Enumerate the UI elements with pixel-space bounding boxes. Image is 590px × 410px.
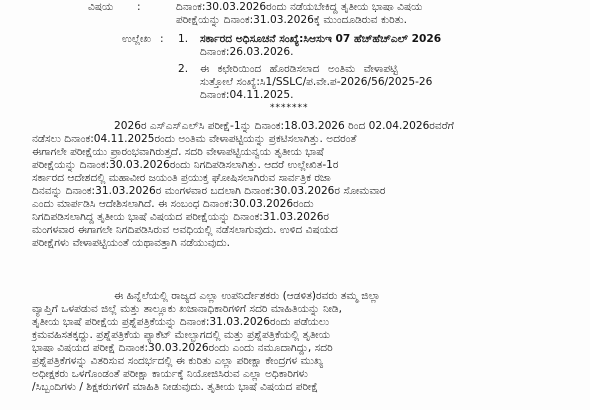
paragraph-1-line: 2026ರ ಎಸ್‌ಎಸ್‌ಎಲ್‌ಸಿ ಪರೀಕ್ಷೆ-1ನ್ನು ದಿನಾಂಕ:18.03.2026 ರಿಂದ 02.04.2026ರವರೆಗೆ xyxy=(114,120,454,132)
paragraph-2-line: ತೃತೀಯ ಭಾಷೆ ಪರೀಕ್ಷೆಯ ಪ್ರಶ್ನೆಪತ್ರಿಕೆಯನ್ನು ದಿನಾಂಕ:31.03.2026ರಂದು ಪಡೆಯಲು xyxy=(32,316,330,328)
subject-line-2: ಪರೀಕ್ಷೆಯನ್ನು ದಿನಾಂಕ:31.03.2026ಕ್ಕೆ ಮುಂದೂಡಿರುವ ಕುರಿತು. xyxy=(176,14,408,26)
paragraph-2-line: ಭಾಷಾ ವಿಷಯದ ಪರೀಕ್ಷೆ ದಿನಾಂಕ:30.03.2026ರಂದು ಎಂದು ನಮೂದಾಗಿದ್ದು, ಸದರಿ xyxy=(32,342,333,354)
paragraph-2-line: ಅಧೀಕ್ಷಕರು ಒಳಗೊಂಡಂತೆ ಪರೀಕ್ಷಾ ಕಾರ್ಯಕ್ಕೆ ನಿಯೋಜಿಸಿರುವ ಎಲ್ಲಾ ಅಧಿಕಾರಿಗಳು xyxy=(32,368,308,380)
paragraph-2-line: ಕ್ರಮವಹಿಸತಕ್ಕದ್ದು. ಪ್ರಶ್ನೆಪತ್ರಿಕೆಯ ಪ್ಯಾಕೆಟ್ ಮೇಲ್ಭಾಗದಲ್ಲಿ ಮತ್ತು ಪ್ರಶ್ನೆಪತ್ರಿಕೆಯಲ್ಲಿ ತೃತೀಯ xyxy=(32,329,331,341)
paragraph-2-line: ವ್ಯಾಪ್ತಿಗೆ ಒಳಪಡುವ ಜಿಲ್ಲೆ ಮತ್ತು ತಾಲ್ಲೂಕು ಖಜಾನಾಧಿಕಾರಿಗಳಿಗೆ ಸದರಿ ಮಾಹಿತಿಯನ್ನು ನೀಡಿ, xyxy=(32,303,342,315)
paragraph-1-line: ಎಂದು ಮಾರ್ಪಡಿಸಿ ಆದೇಶಿಸಲಾಗಿದೆ. ಈ ಸಂಬಂಧ ದಿನಾಂಕ:30.03.2026ರಂದು xyxy=(32,198,314,210)
paragraph-1-line: ಈಗಾಗಲೇ ಪರೀಕ್ಷೆಯು ಪ್ರಾರಂಭವಾಗಿರುತ್ತದೆ. ಸದರಿ ವೇಳಾಪಟ್ಟಿಯನ್ವಯ ತೃತೀಯ ಭಾಷೆ xyxy=(32,146,324,158)
paragraph-2-line: /ಸಿಬ್ಬಂದಿಗಳು / ಶಿಕ್ಷಕರುಗಳಿಗೆ ಮಾಹಿತಿ ನೀಡುವುದು. ತೃತೀಯ ಭಾಷೆ ವಿಷಯದ ಪರೀಕ್ಷೆ xyxy=(32,381,319,393)
reference-1-line-1: ಸರ್ಕಾರದ ಅಧಿಸೂಚನೆ ಸಂಖ್ಯೆ:ಸಿಆಸುಇ 07 ಹೆಚ್‌ಹೆಚ್‌ಎಲ್ 2026 xyxy=(200,33,442,45)
paragraph-1-line: ನಿಗದಿಪಡಿಸಲಾಗಿದ್ದ ತೃತೀಯ ಭಾಷೆ ವಿಷಯದ ಪರೀಕ್ಷೆಯನ್ನು ದಿನಾಂಕ:31.03.2026ರ xyxy=(32,211,330,223)
paragraph-2-line: ಈ ಹಿನ್ನೆಲೆಯಲ್ಲಿ ರಾಜ್ಯದ ಎಲ್ಲಾ ಉಪನಿರ್ದೇಶಕರು (ಆಡಳಿತ)ರವರು ತಮ್ಮ ಜಿಲ್ಲಾ xyxy=(114,290,381,302)
reference-2-line-1: ಈ ಕಛೇರಿಯಿಂದ ಹೊರಡಿಸಲಾದ ಅಂತಿಮ ವೇಳಾಪಟ್ಟಿ xyxy=(200,63,398,75)
separator-stars: ******* xyxy=(270,103,309,113)
paragraph-1-line: ನಡೆಸಲು ದಿನಾಂಕ:04.11.2025ರಂದು ಅಂತಿಮ ವೇಳಾಪಟ್ಟಿಯನ್ನು ಪ್ರಕಟಿಸಲಾಗಿತ್ತು. ಅದರಂತೆ xyxy=(32,133,357,145)
reference-2-number: 2. xyxy=(178,63,189,75)
subject-line-1: ದಿನಾಂಕ:30.03.2026ರಂದು ನಡೆಯಬೇಕಿದ್ದ ತೃತೀಯ ಭಾಷಾ ವಿಷಯ xyxy=(176,1,423,13)
subject-colon: : xyxy=(137,1,141,13)
paragraph-2-line: ಪ್ರಶ್ನೆಪತ್ರಿಕೆಗಳನ್ನು ವಿತರಿಸುವ ಸಂದರ್ಭದಲ್ಲಿ ಈ ಕುರಿತು ಎಲ್ಲಾ ಪರೀಕ್ಷಾ ಕೇಂದ್ರಗಳ ಮುಖ್ಯ xyxy=(32,355,324,367)
reference-label: ಉಲ್ಲೇಖ xyxy=(122,33,152,45)
paragraph-1-line: ಪರೀಕ್ಷೆಗಳು ವೇಳಾಪಟ್ಟಿಯಂತೆ ಯಥಾವತ್ತಾಗಿ ನಡೆಯುವುದು. xyxy=(32,237,230,249)
reference-1-number: 1. xyxy=(178,33,189,45)
paragraph-1-line: ಮಂಗಳವಾರ ಈಗಾಗಲೇ ನಿಗದಿಪಡಿಸಿರುವ ಅವಧಿಯಲ್ಲಿ ನಡೆಸಲಾಗುವುದು. ಉಳಿದ ವಿಷಯದ xyxy=(32,224,338,236)
reference-2-line-2: ಸುತ್ತೋಲೆ ಸಂಖ್ಯೆ:ಸಿ1/SSLC/ಪ.ವೇ.ಪ-2026/56/2025-26 xyxy=(200,76,433,88)
reference-1-line-2: ದಿನಾಂಕ:26.03.2026. xyxy=(200,46,294,58)
paragraph-1-line: ಪರೀಕ್ಷೆಯನ್ನು ದಿನಾಂಕ:30.03.2026ರಂದು ನಿಗದಿಪಡಿಸಲಾಗಿತ್ತು. ಆದರೆ ಉಲ್ಲೇಖಿತ-1ರ xyxy=(32,159,339,171)
subject-label: ವಿಷಯ xyxy=(88,1,114,13)
reference-colon: : xyxy=(160,33,164,45)
paragraph-1-line: ದಿನವನ್ನು ದಿನಾಂಕ:31.03.2026ರ ಮಂಗಳವಾರ ಬದಲಾಗಿ ದಿನಾಂಕ:30.03.2026ರ ಸೋಮವಾರ xyxy=(32,185,386,197)
paragraph-1-line: ಸರ್ಕಾರದ ಆದೇಶದಲ್ಲಿ ಮಹಾವೀರ ಜಯಂತಿ ಪ್ರಯುಕ್ತ ಘೋಷಿಸಲಾಗಿರುವ ಸಾರ್ವತ್ರಿಕ ರಜಾ xyxy=(32,172,331,184)
reference-2-line-3: ದಿನಾಂಕ:04.11.2025. xyxy=(200,89,294,101)
